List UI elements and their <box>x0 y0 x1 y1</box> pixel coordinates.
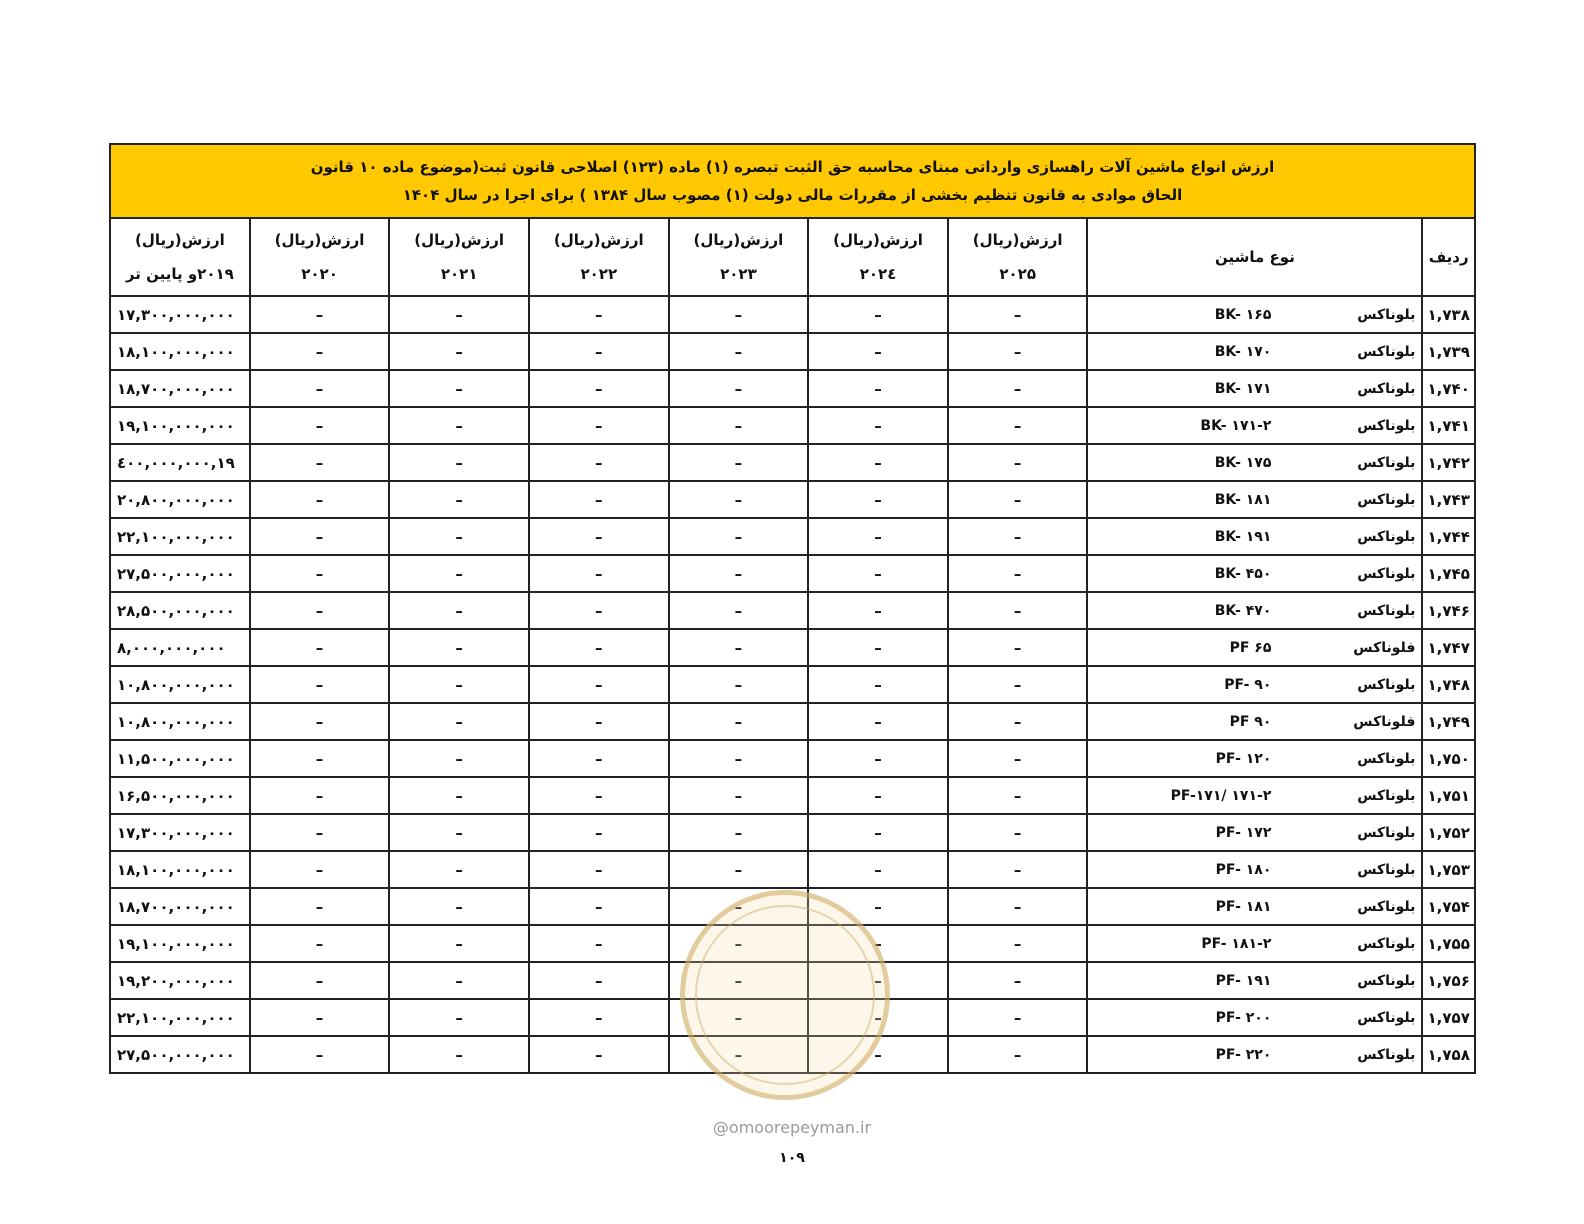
value-cell: – <box>669 333 809 370</box>
row-index: ۱,۷۴۳ <box>1422 481 1475 518</box>
value-2019-cell: ۱۸,۱۰۰,۰۰۰,۰۰۰ <box>110 851 250 888</box>
machine-model: BK- ۱۷۱ <box>1214 380 1272 397</box>
value-cell: – <box>389 296 529 333</box>
machine-brand: فلوناکس <box>1353 713 1416 730</box>
machine-type-cell <box>1087 814 1422 851</box>
machine-type-cell <box>1087 555 1422 592</box>
header-value-label: ارزش(ریال) <box>134 231 225 249</box>
value-cell: – <box>948 333 1088 370</box>
value-cell: – <box>669 888 809 925</box>
machine-model: PF- ۱۹۱ <box>1215 972 1272 989</box>
valuation-table <box>109 143 1476 1074</box>
header-year-label: ۲۰۲۵ <box>999 265 1036 283</box>
value-cell: – <box>808 518 948 555</box>
value-2019-cell: ۲۷,۵۰۰,۰۰۰,۰۰۰ <box>110 1036 250 1073</box>
row-index: ۱,۷۴۴ <box>1422 518 1475 555</box>
value-cell: – <box>250 370 390 407</box>
value-cell: – <box>669 481 809 518</box>
header-year-label: ۲۰۲۰ <box>301 265 338 283</box>
value-cell: – <box>389 555 529 592</box>
value-cell: – <box>529 296 669 333</box>
value-2019-cell: ۱۷,۳۰۰,۰۰۰,۰۰۰ <box>110 814 250 851</box>
header-value-year <box>250 218 390 296</box>
table-row <box>110 1036 1475 1073</box>
value-2019-cell: ۱۹,٤۰۰,۰۰۰,۰۰۰ <box>110 444 250 481</box>
value-cell: – <box>669 925 809 962</box>
value-cell: – <box>669 407 809 444</box>
row-index: ۱,۷۵۷ <box>1422 999 1475 1036</box>
row-index: ۱,۷۵۶ <box>1422 962 1475 999</box>
value-2019-cell: ۱۶,۵۰۰,۰۰۰,۰۰۰ <box>110 777 250 814</box>
machine-model: PF- ۱۸۰ <box>1215 861 1272 878</box>
value-cell: – <box>529 629 669 666</box>
row-index: ۱,۷۵۵ <box>1422 925 1475 962</box>
value-cell: – <box>808 925 948 962</box>
machine-type-cell <box>1087 777 1422 814</box>
machine-brand: بلوناکس <box>1357 935 1416 952</box>
value-cell: – <box>529 666 669 703</box>
row-index: ۱,۷۴۹ <box>1422 703 1475 740</box>
value-cell: – <box>389 629 529 666</box>
table-row <box>110 444 1475 481</box>
value-2019-cell: ۱۹,۲۰۰,۰۰۰,۰۰۰ <box>110 962 250 999</box>
value-cell: – <box>669 296 809 333</box>
value-cell: – <box>389 888 529 925</box>
row-index: ۱,۷۵۰ <box>1422 740 1475 777</box>
machine-type-cell <box>1087 518 1422 555</box>
header-year-label: ۲۰۲۲ <box>580 265 618 283</box>
value-cell: – <box>948 518 1088 555</box>
header-row <box>110 218 1475 296</box>
row-index: ۱,۷۴۷ <box>1422 629 1475 666</box>
machine-brand: بلوناکس <box>1357 565 1416 582</box>
header-machine-type: نوع ماشین <box>1087 218 1422 296</box>
value-cell: – <box>250 999 390 1036</box>
value-cell: – <box>948 888 1088 925</box>
value-cell: – <box>529 333 669 370</box>
machine-type-cell <box>1087 851 1422 888</box>
header-value-year <box>529 218 669 296</box>
title-line-2: الحاق موادی به قانون تنظیم بخشی از مقررات مالی دولت (۱) مصوب سال ۱۳۸۴ ) برای اجرا در سال ۱۴۰۴ <box>402 186 1183 204</box>
value-cell: – <box>808 444 948 481</box>
value-cell: – <box>948 999 1088 1036</box>
machine-brand: فلوناکس <box>1353 639 1416 656</box>
value-cell: – <box>389 444 529 481</box>
table-row <box>110 851 1475 888</box>
table-row <box>110 962 1475 999</box>
value-cell: – <box>529 481 669 518</box>
value-2019-cell: ۱۸,۷۰۰,۰۰۰,۰۰۰ <box>110 370 250 407</box>
value-cell: – <box>529 444 669 481</box>
value-cell: – <box>250 1036 390 1073</box>
row-index: ۱,۷۴۲ <box>1422 444 1475 481</box>
value-cell: – <box>529 962 669 999</box>
machine-model: BK- ۱۶۵ <box>1214 306 1272 323</box>
value-cell: – <box>948 296 1088 333</box>
value-cell: – <box>808 666 948 703</box>
machine-model: PF- ۱۸۱-۲ <box>1201 935 1272 952</box>
value-cell: – <box>389 740 529 777</box>
value-2019-cell: ۱۱,۵۰۰,۰۰۰,۰۰۰ <box>110 740 250 777</box>
row-index: ۱,۷۴۰ <box>1422 370 1475 407</box>
header-year-label: ۲۰۲۳ <box>720 265 757 283</box>
value-cell: – <box>529 925 669 962</box>
machine-type-cell <box>1087 592 1422 629</box>
value-cell: – <box>250 518 390 555</box>
value-cell: – <box>948 555 1088 592</box>
value-cell: – <box>529 740 669 777</box>
value-cell: – <box>389 370 529 407</box>
value-cell: – <box>250 333 390 370</box>
row-index: ۱,۷۵۸ <box>1422 1036 1475 1073</box>
machine-type-cell <box>1087 666 1422 703</box>
machine-model: BK- ۴۷۰ <box>1214 602 1272 619</box>
machine-model: BK- ۱۷۵ <box>1214 454 1272 471</box>
header-value-year <box>948 218 1088 296</box>
value-cell: – <box>808 777 948 814</box>
value-cell: – <box>669 740 809 777</box>
machine-model: BK- ۱۷۰ <box>1214 343 1272 360</box>
value-cell: – <box>389 518 529 555</box>
page-number: ۱۰۹ <box>779 1150 805 1166</box>
row-index: ۱,۷۵۱ <box>1422 777 1475 814</box>
value-cell: – <box>250 555 390 592</box>
header-value-year <box>808 218 948 296</box>
header-value-year <box>110 218 250 296</box>
value-cell: – <box>250 666 390 703</box>
value-cell: – <box>669 999 809 1036</box>
value-cell: – <box>948 851 1088 888</box>
table-row <box>110 592 1475 629</box>
value-cell: – <box>948 481 1088 518</box>
machine-type-cell <box>1087 925 1422 962</box>
table-row <box>110 740 1475 777</box>
value-cell: – <box>250 407 390 444</box>
value-2019-cell: ۱۸,۷۰۰,۰۰۰,۰۰۰ <box>110 888 250 925</box>
machine-type-cell <box>1087 333 1422 370</box>
table-row <box>110 407 1475 444</box>
value-cell: – <box>669 1036 809 1073</box>
value-cell: – <box>250 740 390 777</box>
machine-brand: بلوناکس <box>1357 602 1416 619</box>
machine-brand: بلوناکس <box>1357 861 1416 878</box>
value-cell: – <box>948 370 1088 407</box>
value-cell: – <box>808 888 948 925</box>
machine-brand: بلوناکس <box>1357 528 1416 545</box>
machine-type-cell <box>1087 703 1422 740</box>
value-cell: – <box>250 296 390 333</box>
value-2019-cell: ۲۲,۱۰۰,۰۰۰,۰۰۰ <box>110 999 250 1036</box>
title-line-1: ارزش انواع ماشین آلات راهسازی وارداتی مبنای محاسبه حق الثبت تبصره (۱) ماده (۱۲۳) اصلاحی قانون ثبت(موضوع ماده ۱۰ قانون <box>310 158 1275 176</box>
machine-model: PF- ۱۲۰ <box>1215 750 1272 767</box>
machine-type-cell <box>1087 629 1422 666</box>
machine-brand: بلوناکس <box>1357 824 1416 841</box>
table-row <box>110 629 1475 666</box>
value-2019-cell: ۱۰,۸۰۰,۰۰۰,۰۰۰ <box>110 666 250 703</box>
value-cell: – <box>808 629 948 666</box>
table-body <box>110 296 1475 1073</box>
value-cell: – <box>250 629 390 666</box>
value-cell: – <box>389 407 529 444</box>
header-year-label: ۲۰۱۹و پایین تر <box>125 265 234 283</box>
value-cell: – <box>529 814 669 851</box>
value-cell: – <box>250 888 390 925</box>
machine-type-cell <box>1087 481 1422 518</box>
value-cell: – <box>948 407 1088 444</box>
value-cell: – <box>250 814 390 851</box>
value-cell: – <box>389 777 529 814</box>
value-cell: – <box>250 962 390 999</box>
value-cell: – <box>389 481 529 518</box>
value-2019-cell: ۱۹,۱۰۰,۰۰۰,۰۰۰ <box>110 407 250 444</box>
value-2019-cell: ۱۷,۳۰۰,۰۰۰,۰۰۰ <box>110 296 250 333</box>
value-cell: – <box>529 370 669 407</box>
machine-type-cell <box>1087 740 1422 777</box>
value-2019-cell: ۲۰,۸۰۰,۰۰۰,۰۰۰ <box>110 481 250 518</box>
machine-type-cell <box>1087 888 1422 925</box>
table-title <box>110 144 1475 218</box>
machine-brand: بلوناکس <box>1357 417 1416 434</box>
value-cell: – <box>529 851 669 888</box>
machine-model: PF ۹۰ <box>1229 713 1272 730</box>
row-index: ۱,۷۳۸ <box>1422 296 1475 333</box>
row-index: ۱,۷۳۹ <box>1422 333 1475 370</box>
table-row <box>110 370 1475 407</box>
value-2019-cell: ۲۸,۵۰۰,۰۰۰,۰۰۰ <box>110 592 250 629</box>
value-cell: – <box>250 444 390 481</box>
machine-type-cell <box>1087 999 1422 1036</box>
header-value-label: ارزش(ریال) <box>833 231 923 249</box>
value-cell: – <box>948 629 1088 666</box>
machine-model: BK- ۱۹۱ <box>1214 528 1272 545</box>
value-cell: – <box>389 333 529 370</box>
value-cell: – <box>948 666 1088 703</box>
value-cell: – <box>529 999 669 1036</box>
table-row <box>110 296 1475 333</box>
value-cell: – <box>529 407 669 444</box>
value-cell: – <box>669 555 809 592</box>
machine-brand: بلوناکس <box>1357 898 1416 915</box>
machine-model: BK- ۴۵۰ <box>1214 565 1272 582</box>
row-index: ۱,۷۴۶ <box>1422 592 1475 629</box>
value-cell: – <box>948 925 1088 962</box>
value-cell: – <box>669 962 809 999</box>
value-cell: – <box>669 703 809 740</box>
value-cell: – <box>808 407 948 444</box>
table-row <box>110 703 1475 740</box>
value-cell: – <box>389 851 529 888</box>
value-cell: – <box>669 370 809 407</box>
machine-brand: بلوناکس <box>1357 380 1416 397</box>
header-value-label: ارزش(ریال) <box>274 231 365 249</box>
value-cell: – <box>808 999 948 1036</box>
value-cell: – <box>808 481 948 518</box>
machine-brand: بلوناکس <box>1357 1009 1416 1026</box>
value-cell: – <box>948 1036 1088 1073</box>
machine-type-cell <box>1087 296 1422 333</box>
value-cell: – <box>389 999 529 1036</box>
value-cell: – <box>250 925 390 962</box>
value-cell: – <box>948 703 1088 740</box>
machine-model: PF-۱۷۱/ ۱۷۱-۲ <box>1170 787 1272 804</box>
header-value-label: ارزش(ریال) <box>414 231 505 249</box>
value-cell: – <box>529 777 669 814</box>
value-cell: – <box>808 703 948 740</box>
header-value-year <box>669 218 809 296</box>
table-row <box>110 814 1475 851</box>
value-cell: – <box>250 777 390 814</box>
value-cell: – <box>808 333 948 370</box>
value-cell: – <box>669 444 809 481</box>
row-index: ۱,۷۴۸ <box>1422 666 1475 703</box>
value-cell: – <box>529 1036 669 1073</box>
machine-brand: بلوناکس <box>1357 491 1416 508</box>
value-cell: – <box>948 814 1088 851</box>
value-cell: – <box>808 740 948 777</box>
value-2019-cell: ۱۰,۸۰۰,۰۰۰,۰۰۰ <box>110 703 250 740</box>
value-cell: – <box>808 296 948 333</box>
header-value-label: ارزش(ریال) <box>972 231 1063 249</box>
row-index: ۱,۷۵۳ <box>1422 851 1475 888</box>
value-cell: – <box>250 481 390 518</box>
value-cell: – <box>808 814 948 851</box>
value-cell: – <box>948 592 1088 629</box>
machine-brand: بلوناکس <box>1357 750 1416 767</box>
value-cell: – <box>250 851 390 888</box>
value-cell: – <box>669 518 809 555</box>
value-cell: – <box>389 1036 529 1073</box>
machine-model: PF- ۱۷۲ <box>1215 824 1272 841</box>
value-cell: – <box>808 962 948 999</box>
value-2019-cell: ۱۹,۱۰۰,۰۰۰,۰۰۰ <box>110 925 250 962</box>
machine-model: PF ۶۵ <box>1229 639 1272 656</box>
header-value-label: ارزش(ریال) <box>693 231 784 249</box>
row-index: ۱,۷۴۵ <box>1422 555 1475 592</box>
machine-model: BK- ۱۷۱-۲ <box>1200 417 1272 434</box>
value-cell: – <box>669 777 809 814</box>
table-row <box>110 888 1475 925</box>
machine-model: PF- ۹۰ <box>1224 676 1272 693</box>
table-row <box>110 518 1475 555</box>
table-row <box>110 481 1475 518</box>
value-2019-cell: ۲۷,۵۰۰,۰۰۰,۰۰۰ <box>110 555 250 592</box>
machine-type-cell <box>1087 444 1422 481</box>
value-cell: – <box>669 851 809 888</box>
value-cell: – <box>669 629 809 666</box>
value-cell: – <box>808 592 948 629</box>
value-cell: – <box>389 666 529 703</box>
machine-model: BK- ۱۸۱ <box>1214 491 1272 508</box>
machine-brand: بلوناکس <box>1357 1046 1416 1063</box>
value-cell: – <box>669 814 809 851</box>
machine-brand: بلوناکس <box>1357 454 1416 471</box>
machine-brand: بلوناکس <box>1357 306 1416 323</box>
value-cell: – <box>389 703 529 740</box>
value-cell: – <box>250 703 390 740</box>
value-2019-cell: ۲۲,۱۰۰,۰۰۰,۰۰۰ <box>110 518 250 555</box>
value-cell: – <box>389 962 529 999</box>
value-cell: – <box>529 888 669 925</box>
row-index: ۱,۷۴۱ <box>1422 407 1475 444</box>
value-cell: – <box>808 851 948 888</box>
row-index: ۱,۷۵۲ <box>1422 814 1475 851</box>
machine-type-cell <box>1087 962 1422 999</box>
header-year-label: ۲۰۲٤ <box>859 265 897 283</box>
table-row <box>110 999 1475 1036</box>
value-cell: – <box>808 370 948 407</box>
value-cell: – <box>529 518 669 555</box>
machine-model: PF- ۲۲۰ <box>1215 1046 1272 1063</box>
value-cell: – <box>948 777 1088 814</box>
value-cell: – <box>529 703 669 740</box>
value-cell: – <box>669 666 809 703</box>
table-row <box>110 333 1475 370</box>
value-cell: – <box>669 592 809 629</box>
value-cell: – <box>529 555 669 592</box>
machine-type-cell <box>1087 407 1422 444</box>
value-cell: – <box>808 1036 948 1073</box>
table-row <box>110 666 1475 703</box>
value-cell: – <box>250 592 390 629</box>
machine-type-cell <box>1087 370 1422 407</box>
table-row <box>110 555 1475 592</box>
value-cell: – <box>389 814 529 851</box>
header-year-label: ۲۰۲۱ <box>440 265 478 283</box>
value-2019-cell: ۸,۰۰۰,۰۰۰,۰۰۰ <box>110 629 250 666</box>
machine-model: PF- ۱۸۱ <box>1215 898 1272 915</box>
machine-brand: بلوناکس <box>1357 343 1416 360</box>
machine-brand: بلوناکس <box>1357 787 1416 804</box>
header-index: ردیف <box>1422 218 1475 296</box>
value-cell: – <box>389 925 529 962</box>
table-row <box>110 925 1475 962</box>
value-cell: – <box>808 555 948 592</box>
header-value-label: ارزش(ریال) <box>553 231 644 249</box>
machine-brand: بلوناکس <box>1357 676 1416 693</box>
value-cell: – <box>529 592 669 629</box>
footer-website: @omoorepeyman.ir <box>712 1118 872 1137</box>
value-cell: – <box>948 962 1088 999</box>
value-cell: – <box>948 444 1088 481</box>
value-2019-cell: ۱۸,۱۰۰,۰۰۰,۰۰۰ <box>110 333 250 370</box>
value-cell: – <box>389 592 529 629</box>
value-cell: – <box>948 740 1088 777</box>
machine-brand: بلوناکس <box>1357 972 1416 989</box>
row-index: ۱,۷۵۴ <box>1422 888 1475 925</box>
table-row <box>110 777 1475 814</box>
header-value-year <box>389 218 529 296</box>
machine-type-cell <box>1087 1036 1422 1073</box>
machine-model: PF- ۲۰۰ <box>1215 1009 1272 1026</box>
